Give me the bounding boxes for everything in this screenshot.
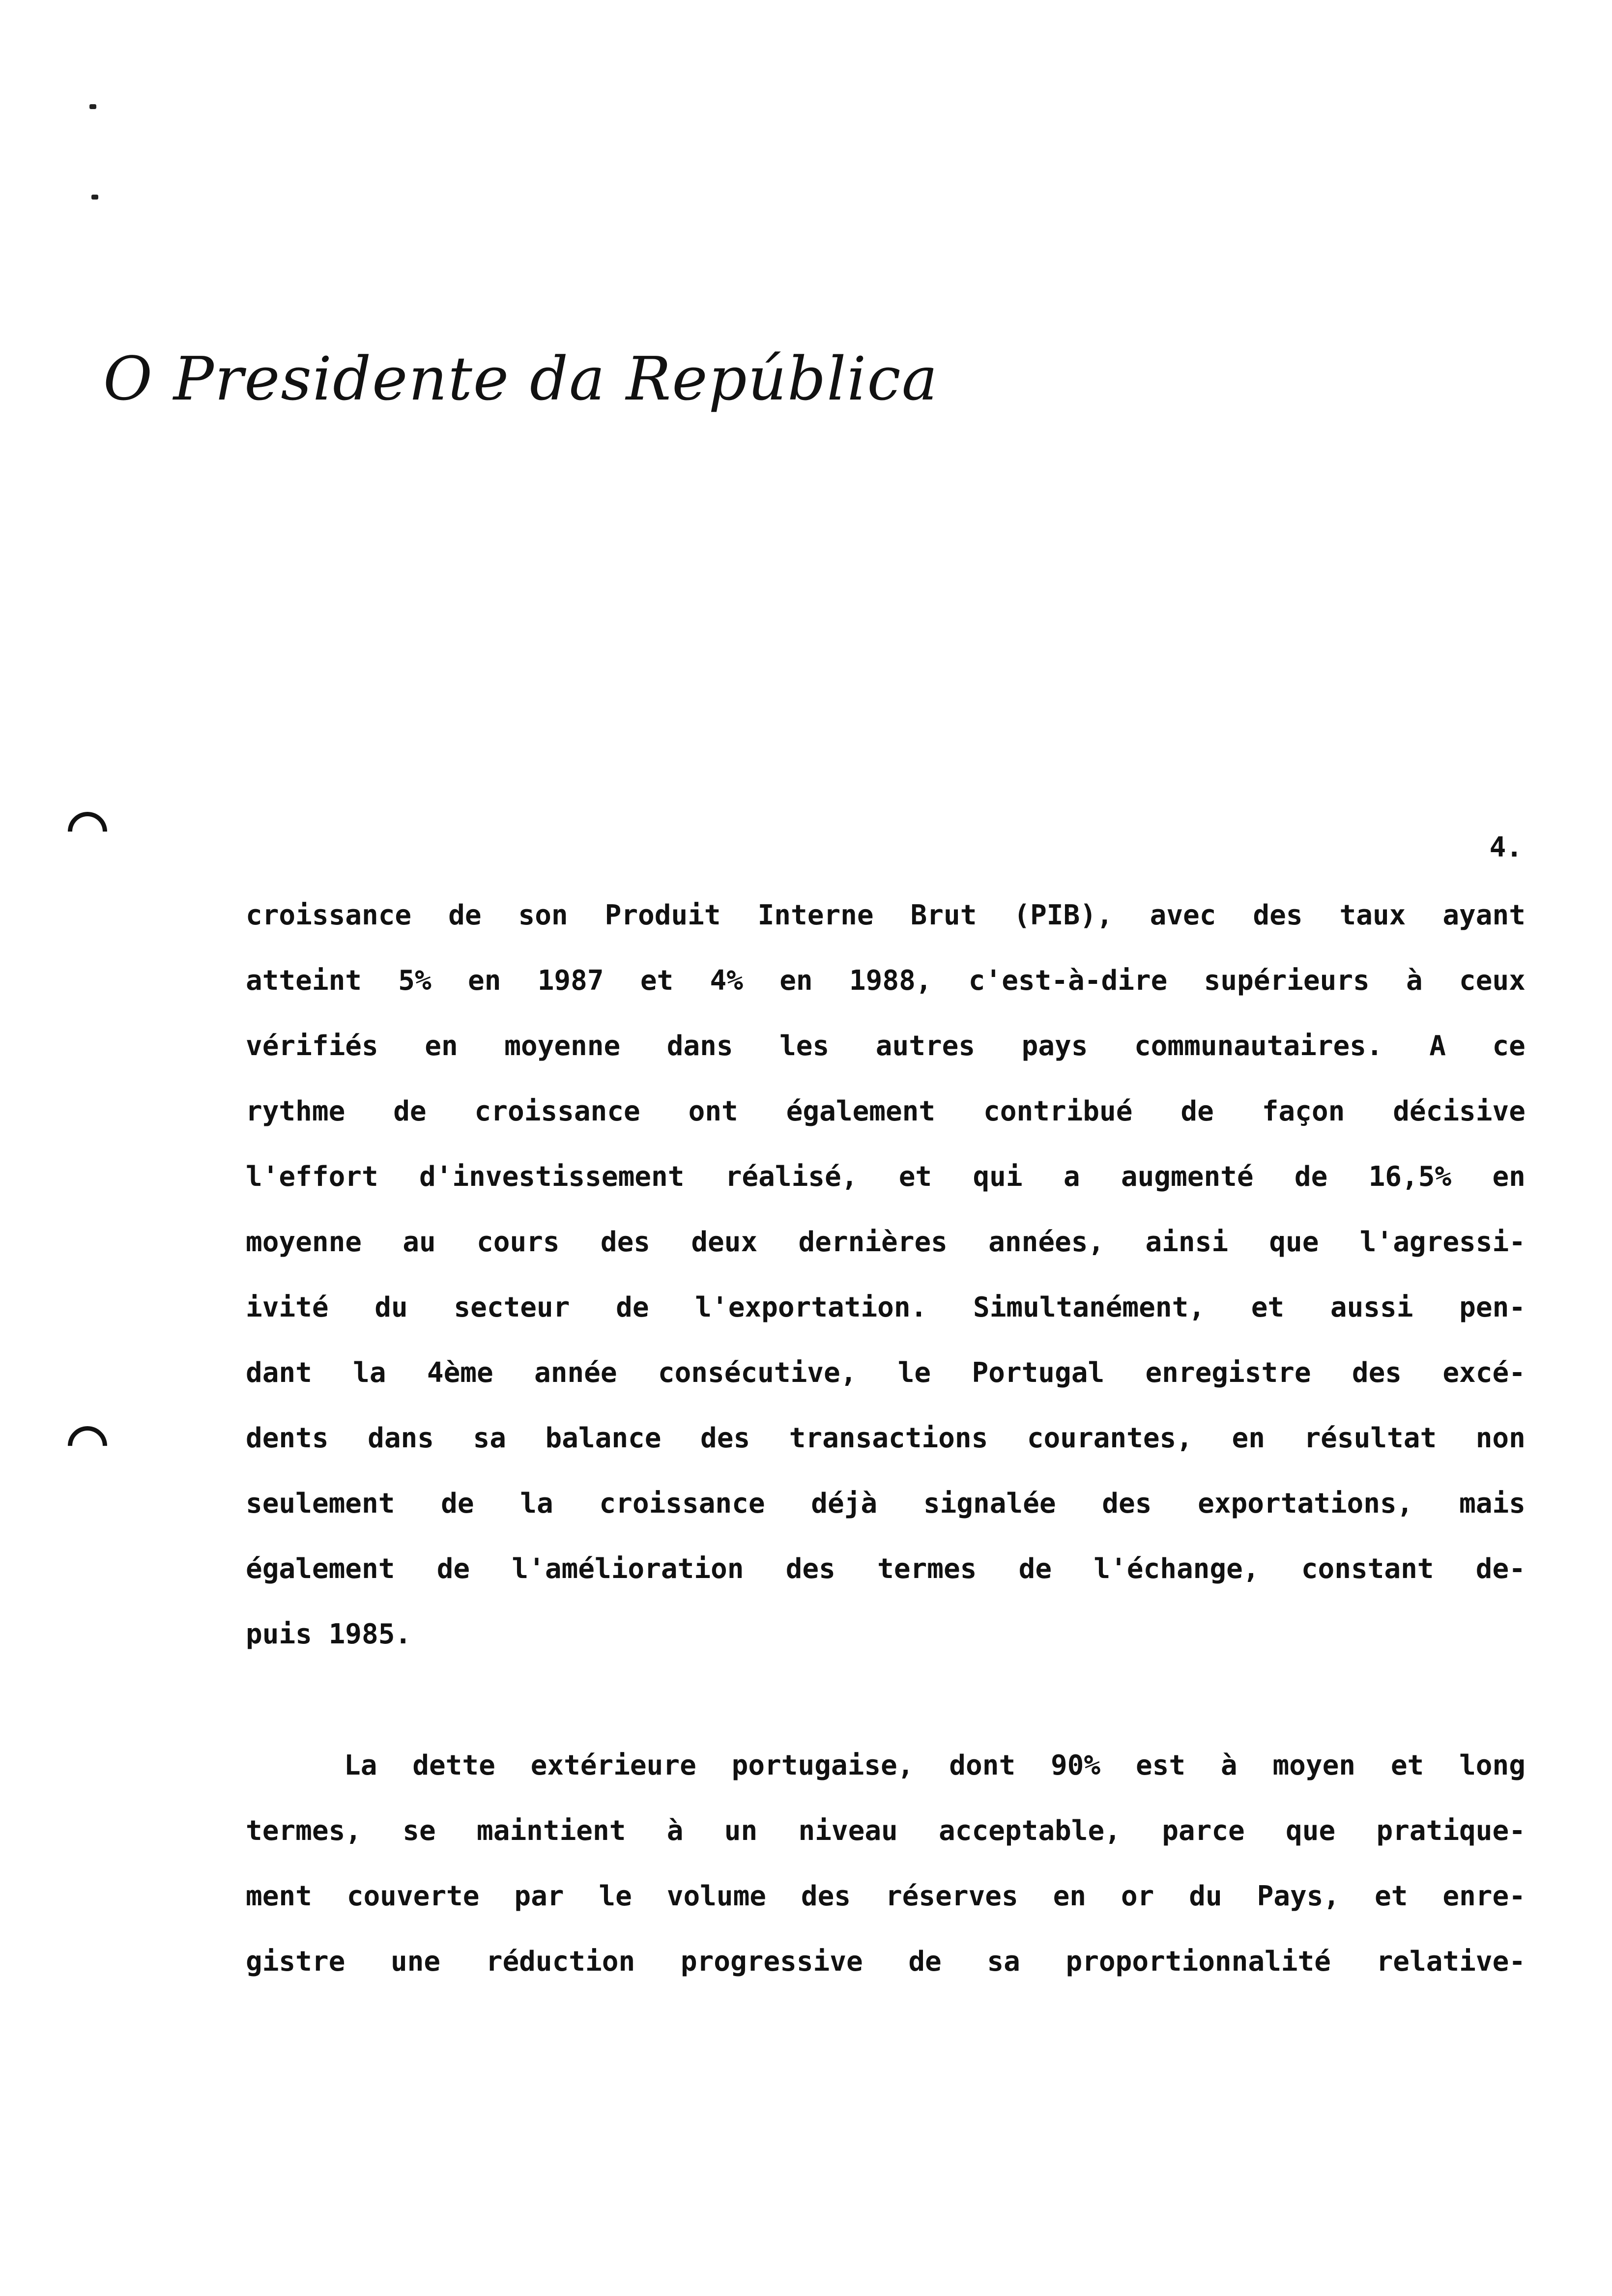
word: son	[518, 899, 568, 931]
word: de	[616, 1292, 649, 1323]
word: A	[1429, 1030, 1446, 1062]
word: cours	[477, 1226, 560, 1258]
word: dents	[246, 1422, 329, 1454]
word: termes	[877, 1553, 977, 1585]
word: qui	[973, 1161, 1023, 1193]
word: transactions	[789, 1422, 988, 1454]
text-line	[246, 1536, 1526, 1602]
word: au	[403, 1226, 436, 1258]
word: courantes,	[1027, 1422, 1193, 1454]
word: signalée	[923, 1488, 1056, 1520]
word: couverte	[346, 1880, 480, 1912]
word: à	[1406, 965, 1423, 997]
word: 4ème	[427, 1357, 493, 1389]
text-line	[246, 948, 1526, 1013]
word: avec	[1150, 899, 1216, 931]
word: long	[1459, 1750, 1526, 1781]
word: la	[520, 1488, 553, 1520]
word: et	[1375, 1880, 1408, 1912]
word: rythme	[246, 1095, 345, 1127]
word: Brut	[910, 899, 977, 931]
word: le	[897, 1357, 931, 1389]
word: une	[390, 1946, 441, 1978]
text-line: puis 1985.	[246, 1618, 412, 1650]
word: résultat	[1304, 1422, 1437, 1454]
word: sa	[473, 1422, 506, 1454]
word: croissance	[599, 1488, 765, 1520]
word: pays	[1021, 1030, 1088, 1062]
word: acceptable,	[939, 1815, 1121, 1847]
word: et	[640, 965, 674, 997]
word: en	[467, 965, 501, 997]
word: maintient	[477, 1815, 626, 1847]
word: à	[666, 1815, 684, 1847]
word: des	[785, 1553, 835, 1585]
word: de	[441, 1488, 474, 1520]
text-line	[246, 1406, 1526, 1471]
word: Produit	[604, 899, 721, 931]
word: en	[1053, 1880, 1087, 1912]
word: des	[600, 1226, 651, 1258]
word: seulement	[246, 1488, 395, 1520]
word: croissance	[246, 899, 412, 931]
word: parce	[1162, 1815, 1245, 1847]
text-line	[246, 1733, 1526, 1798]
word: ivité	[246, 1292, 329, 1323]
word: du	[1189, 1880, 1222, 1912]
word: dont	[949, 1750, 1016, 1781]
word: supérieurs	[1204, 965, 1370, 997]
word: autres	[875, 1030, 976, 1062]
word: des	[1102, 1488, 1152, 1520]
word: se	[403, 1815, 436, 1847]
word: excé-	[1442, 1357, 1526, 1389]
word: façon	[1262, 1095, 1345, 1127]
punch-hole-mark	[59, 1418, 115, 1473]
word: a	[1063, 1161, 1080, 1193]
word: atteint	[246, 965, 362, 997]
word: pen-	[1459, 1292, 1526, 1323]
text-line	[246, 1864, 1526, 1929]
word: de	[908, 1946, 942, 1978]
word: exportations,	[1198, 1488, 1413, 1520]
word: dernières	[798, 1226, 948, 1258]
word: communautaires.	[1134, 1030, 1383, 1062]
word: est	[1135, 1750, 1186, 1781]
word: 1987	[537, 965, 604, 997]
word: ce	[1492, 1030, 1526, 1062]
word: contribué	[983, 1095, 1133, 1127]
word: pratique-	[1376, 1815, 1526, 1847]
word: de	[1294, 1161, 1328, 1193]
word: deux	[691, 1226, 758, 1258]
word: à	[1220, 1750, 1238, 1781]
paragraph-1	[246, 883, 1526, 1667]
word: en	[1232, 1422, 1265, 1454]
text-line	[246, 1471, 1526, 1536]
word: Interne	[757, 899, 874, 931]
word: de	[448, 899, 482, 931]
word: dans	[368, 1422, 434, 1454]
word: (PIB),	[1013, 899, 1113, 931]
scan-speck	[91, 195, 98, 200]
word: et	[1251, 1292, 1285, 1323]
word: année	[534, 1357, 617, 1389]
word: niveau	[798, 1815, 898, 1847]
word: le	[599, 1880, 632, 1912]
word: de	[393, 1095, 427, 1127]
word: 90%	[1050, 1750, 1101, 1781]
word: un	[724, 1815, 758, 1847]
word: des	[700, 1422, 750, 1454]
word: et	[1390, 1750, 1424, 1781]
word: réduction	[486, 1946, 635, 1978]
word: extérieure	[530, 1750, 696, 1781]
word: moyenne	[246, 1226, 362, 1258]
word: Simultanément,	[973, 1292, 1206, 1323]
word: secteur	[454, 1292, 570, 1323]
word: taux	[1339, 899, 1406, 931]
word: sa	[987, 1946, 1020, 1978]
word: l'agressi-	[1359, 1226, 1526, 1258]
text-line	[246, 1275, 1526, 1340]
word: de	[436, 1553, 470, 1585]
punch-hole-mark	[59, 804, 115, 859]
word: décisive	[1393, 1095, 1526, 1127]
word: enre-	[1442, 1880, 1526, 1912]
word: que	[1286, 1815, 1336, 1847]
word: portugaise,	[731, 1750, 914, 1781]
word: l'effort	[246, 1161, 378, 1193]
word: augmenté	[1121, 1161, 1254, 1193]
word: des	[1352, 1357, 1402, 1389]
word: d'investissement	[419, 1161, 685, 1193]
word: mais	[1459, 1488, 1526, 1520]
word: dans	[666, 1030, 733, 1062]
word: or	[1121, 1880, 1154, 1912]
word: vérifiés	[246, 1030, 378, 1062]
word: 5%	[398, 965, 432, 997]
word: ayant	[1442, 899, 1526, 931]
word: que	[1269, 1226, 1319, 1258]
page-number: 4.	[1489, 832, 1523, 863]
word: ment	[246, 1880, 312, 1912]
word: c'est-à-dire	[968, 965, 1168, 997]
word: ainsi	[1145, 1226, 1229, 1258]
word: non	[1475, 1422, 1526, 1454]
word: les	[779, 1030, 830, 1062]
word: balance	[545, 1422, 662, 1454]
word: enregistre	[1145, 1357, 1311, 1389]
word: dette	[412, 1750, 495, 1781]
word: l'amélioration	[512, 1553, 744, 1585]
word: La	[344, 1750, 377, 1781]
word: années,	[988, 1226, 1105, 1258]
word: consécutive,	[658, 1357, 857, 1389]
word: de-	[1475, 1553, 1526, 1585]
word: également	[786, 1095, 936, 1127]
word: ceux	[1459, 965, 1526, 997]
word: de	[1180, 1095, 1214, 1127]
text-line	[246, 1079, 1526, 1144]
word: termes,	[246, 1815, 362, 1847]
text-line	[246, 1013, 1526, 1079]
word: réserves	[885, 1880, 1018, 1912]
word: moyen	[1272, 1750, 1356, 1781]
word: Pays,	[1257, 1880, 1340, 1912]
word: progressive	[680, 1946, 863, 1978]
text-line	[246, 1209, 1526, 1275]
word: dant	[246, 1357, 312, 1389]
word: 1988,	[849, 965, 932, 997]
scan-speck	[89, 104, 96, 109]
text-line	[246, 1144, 1526, 1209]
word: ont	[688, 1095, 738, 1127]
word: l'échange,	[1094, 1553, 1260, 1585]
paragraph-2	[246, 1733, 1526, 1994]
word: en	[779, 965, 813, 997]
word: proportionnalité	[1065, 1946, 1331, 1978]
text-line	[246, 1798, 1526, 1864]
word: des	[801, 1880, 851, 1912]
text-line	[246, 883, 1526, 948]
word: déjà	[811, 1488, 878, 1520]
word: également	[246, 1553, 395, 1585]
word: par	[514, 1880, 564, 1912]
text-line	[246, 1929, 1526, 1994]
word: de	[1018, 1553, 1052, 1585]
word: des	[1253, 899, 1303, 931]
word: en	[1492, 1161, 1526, 1193]
text-line	[246, 1340, 1526, 1406]
word: constant	[1301, 1553, 1434, 1585]
word: volume	[666, 1880, 767, 1912]
word: en	[425, 1030, 458, 1062]
word: aussi	[1330, 1292, 1413, 1323]
word: du	[374, 1292, 408, 1323]
letterhead: O Presidente da República	[103, 344, 939, 414]
word: moyenne	[504, 1030, 621, 1062]
word: relative-	[1376, 1946, 1526, 1978]
word: réalisé,	[725, 1161, 858, 1193]
word: Portugal	[972, 1357, 1105, 1389]
word: gistre	[246, 1946, 345, 1978]
word: croissance	[474, 1095, 640, 1127]
word: et	[898, 1161, 932, 1193]
word: la	[353, 1357, 386, 1389]
word: 16,5%	[1368, 1161, 1452, 1193]
word: l'exportation.	[695, 1292, 927, 1323]
word: 4%	[710, 965, 743, 997]
